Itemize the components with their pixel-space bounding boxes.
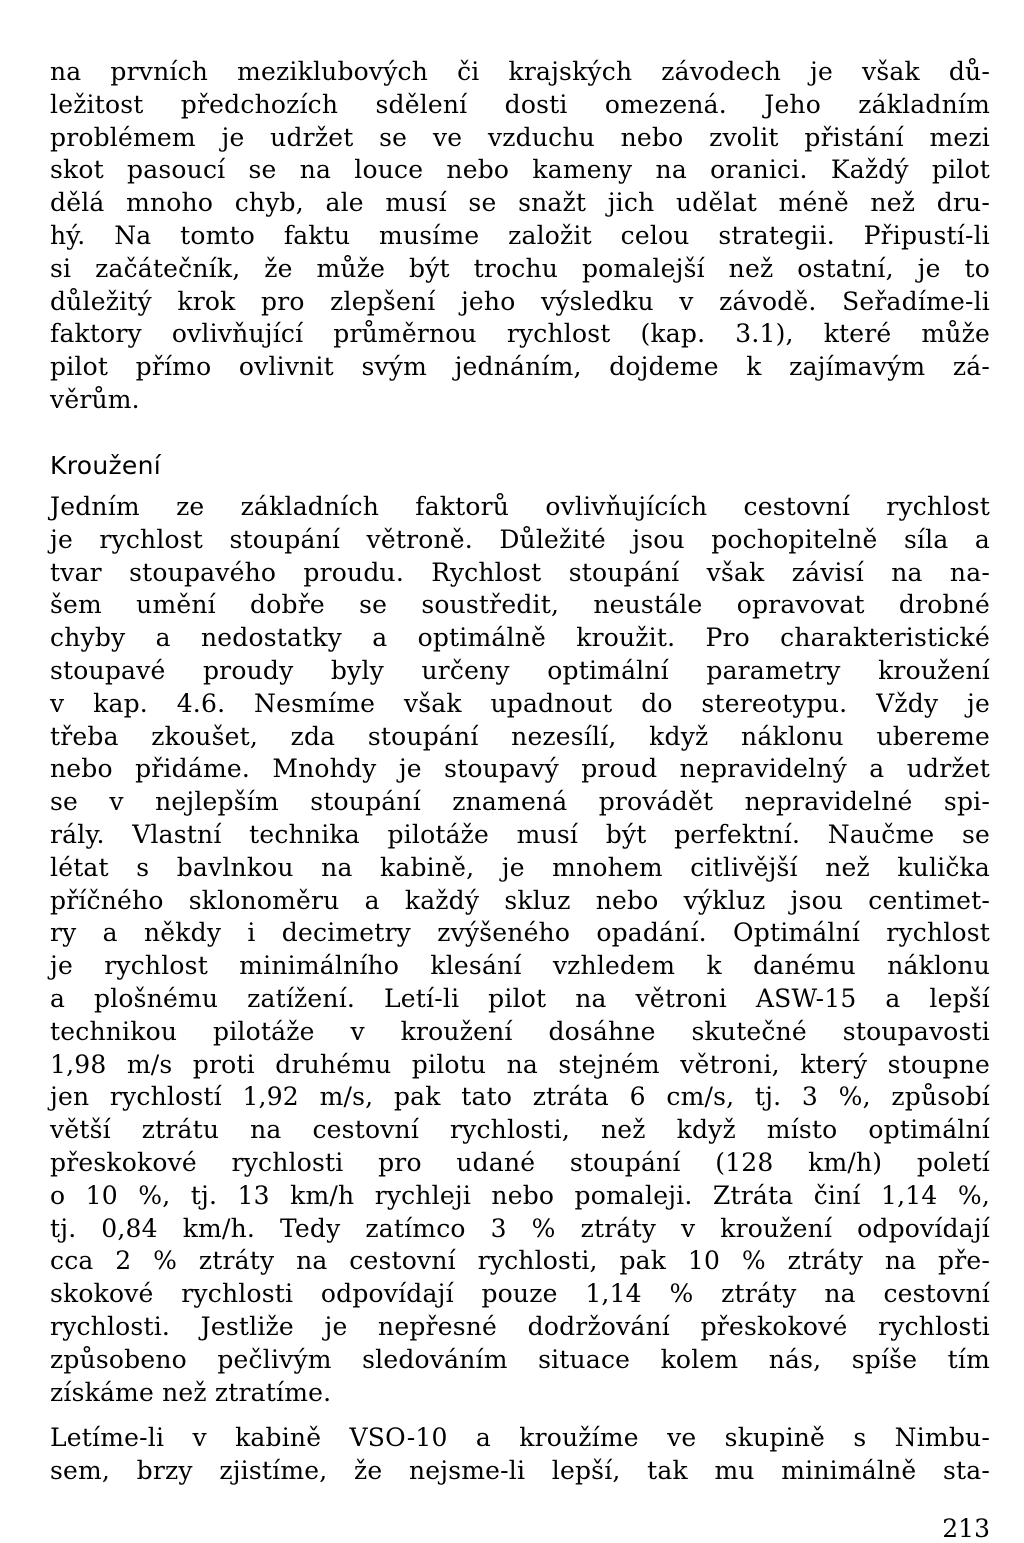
text-line: způsobeno pečlivým sledováním situace kolem nás, spíše tím <box>50 1344 990 1374</box>
text-line: ležitost předchozích sdělení dosti omezená. Jeho základním <box>50 89 990 119</box>
text-line: se v nejlepším stoupání znamená provádět nepravidelné spi- <box>50 787 990 817</box>
text-line: tvar stoupavého proudu. Rychlost stoupání však závisí na na- <box>50 557 990 587</box>
text-line: je rychlost minimálního klesání vzhledem k danému náklonu <box>50 951 990 981</box>
text-line: skot pasoucí se na louce nebo kameny na oranici. Každý pilot <box>50 155 990 185</box>
text-line: je rychlost stoupání větroně. Důležité jsou pochopitelně síla a <box>50 524 990 554</box>
text-line: ry a někdy i decimetry zvýšeného opadání. Optimální rychlost <box>50 918 990 948</box>
text-line: rály. Vlastní technika pilotáže musí být perfektní. Naučme se <box>50 819 990 849</box>
text-line: důležitý krok pro zlepšení jeho výsledku v závodě. Seřadíme-li <box>50 286 990 316</box>
text-line: sem, brzy zjistíme, že nejsme-li lepší, tak mu minimálně sta- <box>50 1455 990 1485</box>
text-line: dělá mnoho chyb, ale musí se snažt jich udělat méně než dru- <box>50 188 990 218</box>
text-line: přeskokové rychlosti pro udané stoupání (128 km/h) poletí <box>50 1147 990 1177</box>
text-line: si začátečník, že může být trochu pomalejší než ostatní, je to <box>50 253 990 283</box>
text-line: problémem je udržet se ve vzduchu nebo zvolit přistání mezi <box>50 122 990 152</box>
text-line: v kap. 4.6. Nesmíme však upadnout do stereotypu. Vždy je <box>50 688 990 718</box>
text-line: faktory ovlivňující průměrnou rychlost (kap. 3.1), které může <box>50 319 990 349</box>
text-line: pilot přímo ovlivnit svým jednáním, dojdeme k zajímavým zá- <box>50 352 990 382</box>
text-line: šem umění dobře se soustředit, neustále opravovat drobné <box>50 590 990 620</box>
text-line: příčného sklonoměru a každý skluz nebo výkluz jsou centimet- <box>50 885 990 915</box>
text-line: technikou pilotáže v kroužení dosáhne skutečné stoupavosti <box>50 1016 990 1046</box>
paragraph-vso10 <box>50 1422 990 1488</box>
section-heading: Kroužení <box>50 451 161 480</box>
text-line: na prvních meziklubových či krajských závodech je však dů- <box>50 57 990 86</box>
text-line: cca 2 % ztráty na cestovní rychlosti, pak 10 % ztráty na pře- <box>50 1246 990 1276</box>
text-line: skokové rychlosti odpovídají pouze 1,14 % ztráty na cestovní <box>50 1279 990 1309</box>
text-line: třeba zkoušet, zda stoupání nezesílí, když náklonu ubereme <box>50 721 990 751</box>
text-line: Letíme-li v kabině VSO-10 a kroužíme ve skupině s Nimbu- <box>50 1423 990 1452</box>
text-line: jen rychlostí 1,92 m/s, pak tato ztráta 6 cm/s, tj. 3 %, způsobí <box>50 1082 990 1112</box>
text-line: chyby a nedostatky a optimálně kroužit. Pro charakteristické <box>50 623 990 653</box>
paragraph-intro <box>50 56 990 417</box>
text-line: větší ztrátu na cestovní rychlosti, než když místo optimální <box>50 1115 990 1145</box>
page-number: 213 <box>942 1514 990 1543</box>
text-line: získáme než ztratíme. <box>50 1377 332 1407</box>
text-line: 1,98 m/s proti druhému pilotu na stejném větroni, který stoupne <box>50 1049 990 1079</box>
text-line: tj. 0,84 km/h. Tedy zatímco 3 % ztráty v kroužení odpovídají <box>50 1213 990 1243</box>
text-line: létat s bavlnkou na kabině, je mnohem citlivější než kulička <box>50 852 990 882</box>
text-line: stoupavé proudy byly určeny optimální parametry kroužení <box>50 655 990 685</box>
text-line: Jedním ze základních faktorů ovlivňujících cestovní rychlost <box>50 492 990 521</box>
text-line: a plošnému zatížení. Letí-li pilot na větroni ASW-15 a lepší <box>50 983 990 1013</box>
text-line: o 10 %, tj. 13 km/h rychleji nebo pomaleji. Ztráta činí 1,14 %, <box>50 1180 990 1210</box>
paragraph-circling <box>50 491 990 1409</box>
text-line: rychlosti. Jestliže je nepřesné dodržování přeskokové rychlosti <box>50 1311 990 1341</box>
text-line: hý. Na tomto faktu musíme založit celou strategii. Připustí-li <box>50 220 990 250</box>
text-line: věrům. <box>50 384 140 414</box>
text-line: nebo přidáme. Mnohdy je stoupavý proud nepravidelný a udržet <box>50 754 990 784</box>
